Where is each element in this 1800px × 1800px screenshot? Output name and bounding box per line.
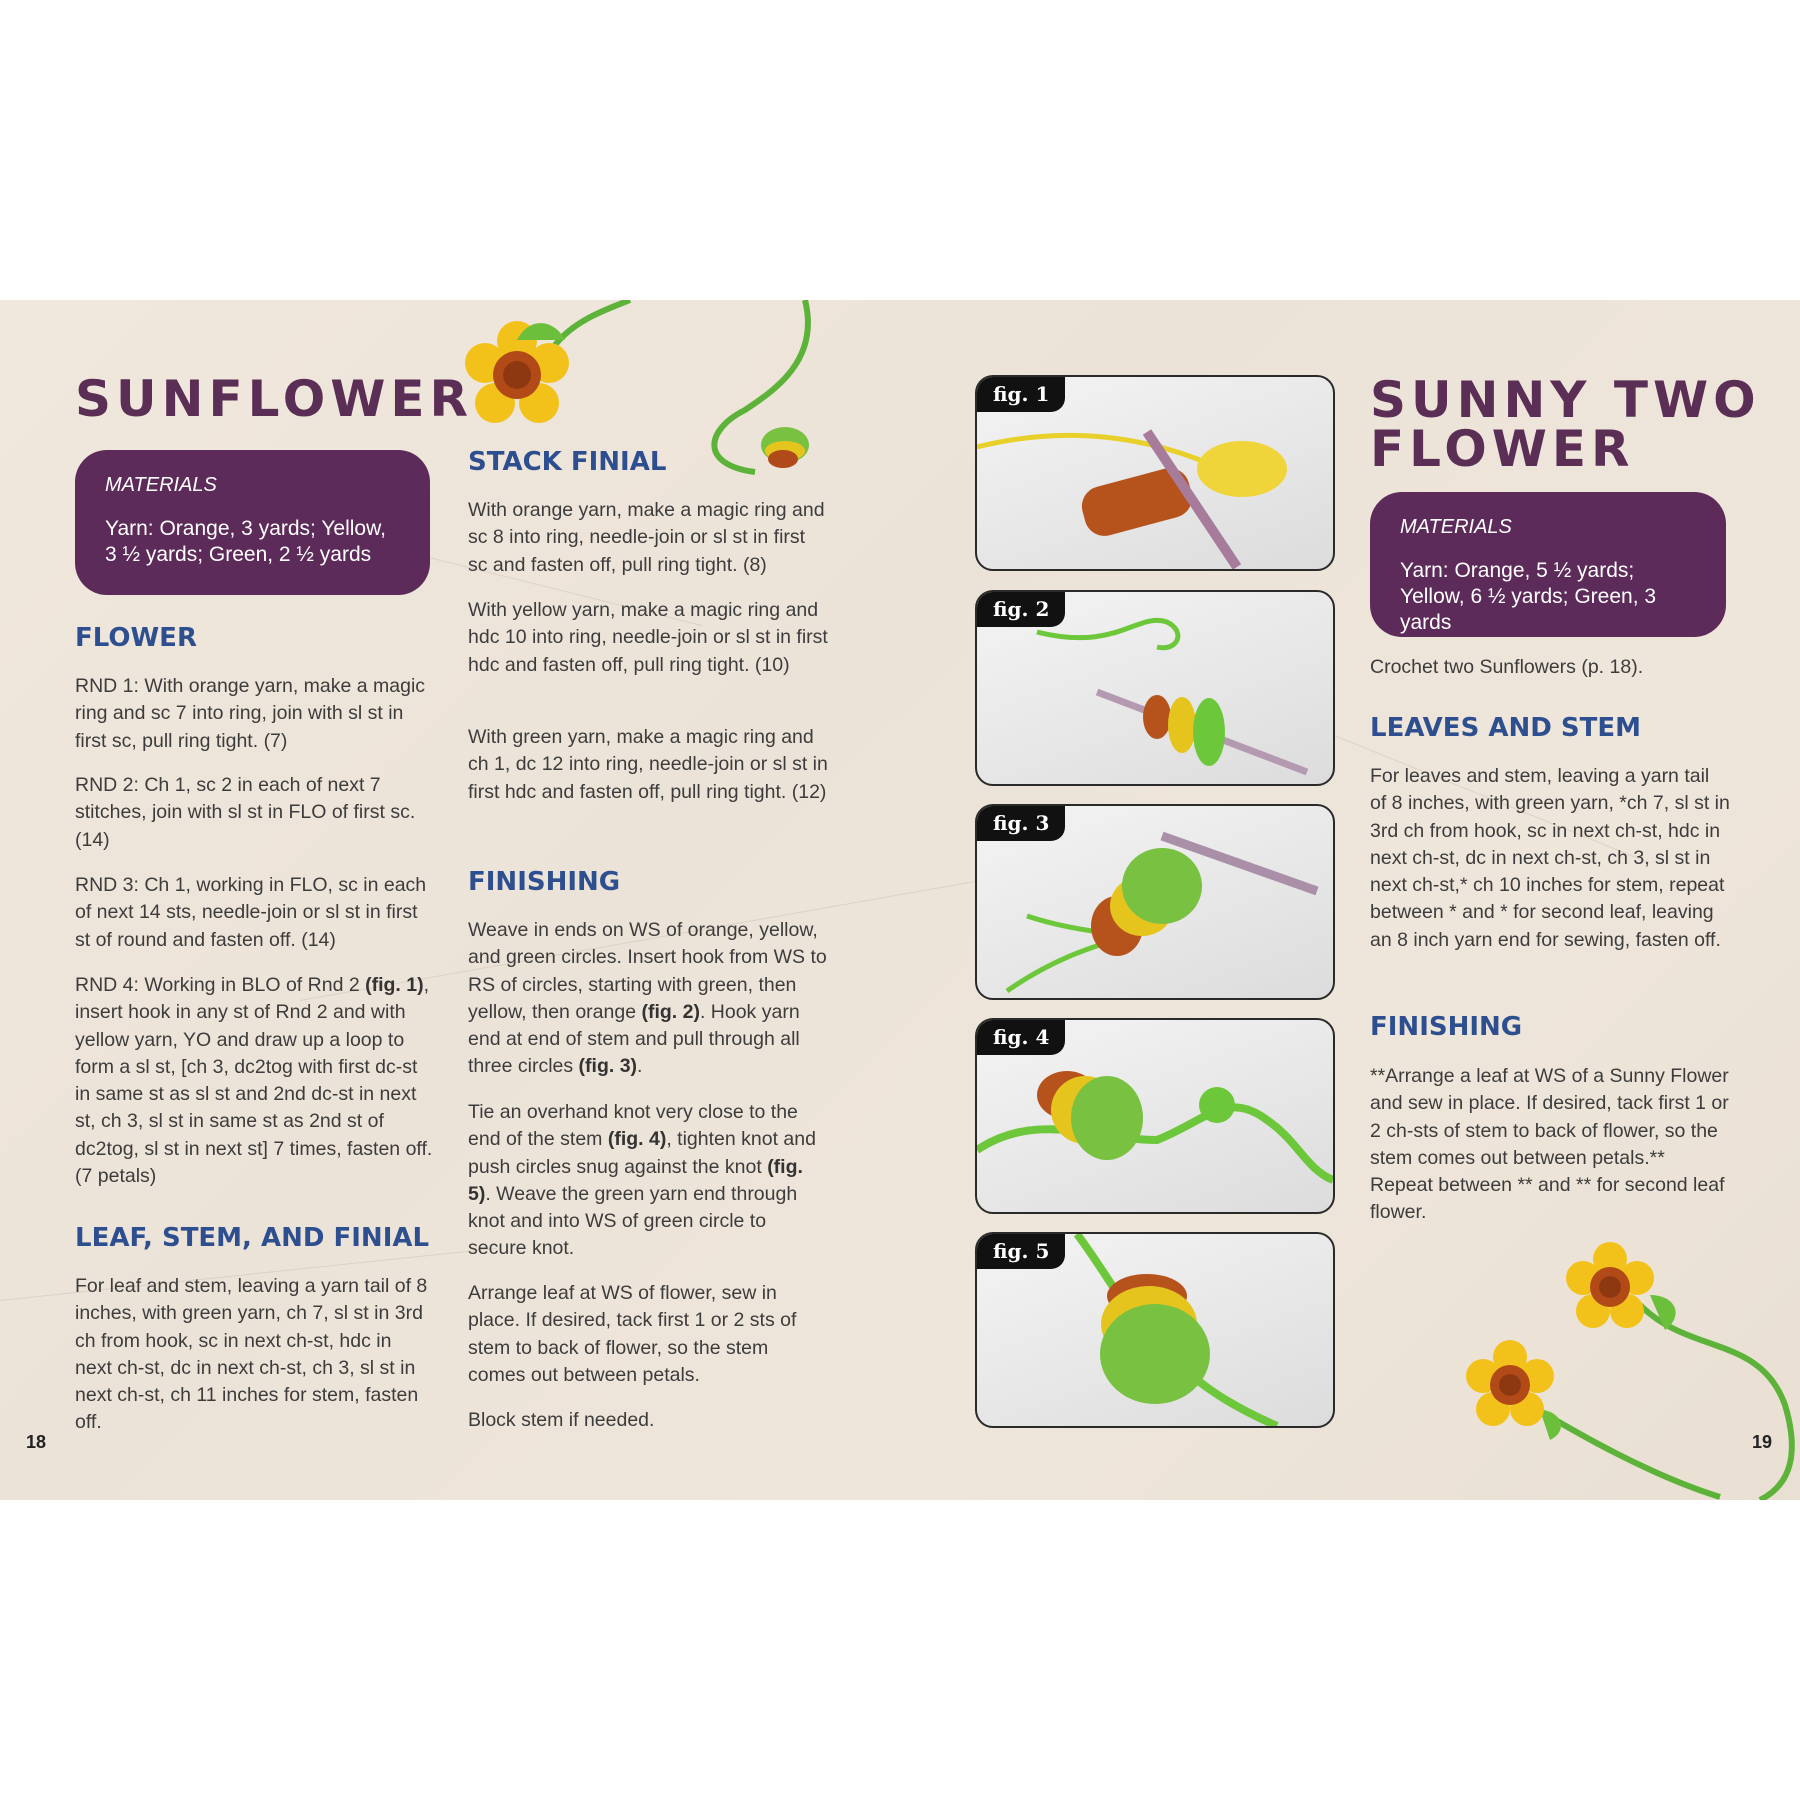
figure-5 (975, 1232, 1335, 1428)
finishing-text-part: . Weave the green yarn end through knot and into WS of green circle to secure knot. (468, 1182, 798, 1260)
rnd4-text-part: , insert hook in any st of Rnd 2 and with yellow yarn, YO and draw up a loop to form a sl st, [ch 3, dc2tog with first dc-st in same st as sl st and 2nd dc-st in next st, ch 3, sl st in same st as 2nd st of dc2tog, sl st in next st] 7 times, fasten off. (7 petals) (75, 974, 433, 1188)
stack-finial-p1: With orange yarn, make a magic ring and sc 8 into ring, needle-join or sl st in first sc and fasten off, pull ring tight. (8) (468, 499, 825, 576)
materials-label: MATERIALS (1400, 516, 1512, 538)
leaf-icon (1540, 1410, 1561, 1440)
materials-box-sunny-two (1370, 492, 1726, 637)
finishing-p2 (468, 1099, 828, 1263)
stack-finial-p3: With green yarn, make a magic ring and ch 1, dc 12 into ring, needle-join or sl st in first hdc and fasten off, pull ring tight. (12) (468, 726, 828, 803)
finishing-text-part: Tie an overhand knot very close to the end of the stem (468, 1101, 798, 1151)
figure-label: fig. 1 (977, 377, 1065, 412)
figure-label: fig. 3 (977, 806, 1065, 841)
fig-reference: (fig. 2) (641, 1000, 700, 1023)
finishing-text-part: . (637, 1055, 643, 1078)
materials-text: Yarn: Orange, 5 ½ yards; Yellow, 6 ½ yards; Green, 3 yards (1400, 559, 1657, 634)
fig-reference: (fig. 5) (468, 1155, 803, 1205)
page-number-left: 18 (26, 1432, 47, 1452)
page-number-right: 19 (1752, 1432, 1773, 1452)
heading-leaves-and-stem: LEAVES AND STEM (1370, 713, 1641, 743)
page-title-sunny-two-line1: SUNNY TWO (1370, 371, 1761, 429)
page-title-sunny-two-line2: FLOWER (1370, 420, 1635, 478)
materials-text: Yarn: Orange, 3 yards; Yellow, 3 ½ yards; Green, 2 ½ yards (105, 517, 386, 566)
figure-1 (975, 375, 1335, 571)
figure-label: fig. 4 (977, 1020, 1065, 1055)
stem-icon (1640, 1305, 1792, 1500)
finishing-text-part: . Hook yarn end at end of stem and pull through all three circles (468, 1000, 800, 1078)
figure-3 (975, 804, 1335, 1000)
rnd3-text: RND 3: Ch 1, working in FLO, sc in each of next 14 sts, needle-join or sl st in first st of round and fasten off. (14) (75, 874, 427, 951)
finishing-p1 (468, 917, 828, 1081)
heading-stack-finial: STACK FINIAL (468, 447, 667, 477)
rnd1-text: RND 1: With orange yarn, make a magic ring and sc 7 into ring, join with sl st in first sc, pull ring tight. (7) (75, 675, 426, 752)
sunflower-icon (1566, 1242, 1654, 1328)
heading-finishing-left: FINISHING (468, 867, 621, 897)
finishing-text-part: Weave in ends on WS of orange, yellow, and green circles. Insert hook from WS to RS of circles, starting with green, then yellow, then orange (468, 919, 827, 1023)
heading-flower: FLOWER (75, 623, 197, 653)
stack-finial-icon (761, 427, 809, 468)
finishing-p3: Arrange leaf at WS of flower, sew in place. If desired, tack first 1 or 2 sts of stem to back of flower, so the stem comes out between petals. (468, 1282, 797, 1386)
materials-box-sunflower (75, 450, 430, 595)
finishing-p4: Block stem if needed. (468, 1409, 655, 1431)
rnd4-text (75, 972, 435, 1190)
figure-label: fig. 2 (977, 592, 1065, 627)
figure-label: fig. 5 (977, 1234, 1065, 1269)
finishing-text-part: , tighten knot and push circles snug against the knot (468, 1128, 816, 1178)
fig-reference: (fig. 3) (578, 1055, 638, 1078)
figure-4 (975, 1018, 1335, 1214)
intro-text: Crochet two Sunflowers (p. 18). (1370, 656, 1644, 678)
stem-icon (555, 300, 630, 345)
heading-finishing-right: FINISHING (1370, 1012, 1523, 1042)
fig-reference: (fig. 1) (365, 974, 424, 996)
sunflower-icon (1466, 1340, 1554, 1426)
page-title-sunflower: SUNFLOWER (75, 370, 474, 428)
finishing-right-text: **Arrange a leaf at WS of a Sunny Flower and sew in place. If desired, tack first 1 or 2 ch-sts of stem to back of flower, so the stem comes out between petals.** Repeat between ** and ** for second leaf flower. (1370, 1065, 1729, 1224)
stack-finial-p2: With yellow yarn, make a magic ring and hdc 10 into ring, needle-join or sl st in first hdc and fasten off, pull ring tight. (10) (468, 599, 828, 676)
materials-label: MATERIALS (105, 474, 217, 496)
two-sunflowers-illustration (1460, 1235, 1800, 1500)
rnd2-text: RND 2: Ch 1, sc 2 in each of next 7 stitches, join with sl st in FLO of first sc. (14) (75, 774, 416, 851)
leaves-text: For leaves and stem, leaving a yarn tail of 8 inches, with green yarn, *ch 7, sl st in 3rd ch from hook, sc in next ch-st, hdc in next ch-st, dc in next ch-st, ch 3, sl st in next ch-st,* ch 10 inches for stem, repeat between * and * for second leaf, leaving an 8 inch yarn end for sewing, fasten off. (1370, 765, 1730, 951)
fig-reference: (fig. 4) (607, 1128, 667, 1151)
heading-leaf-stem-finial: LEAF, STEM, AND FINIAL (75, 1223, 430, 1253)
rnd4-text-part: RND 4: Working in BLO of Rnd 2 (75, 974, 366, 996)
sunflower-illustration (455, 300, 835, 490)
figure-2 (975, 590, 1335, 786)
leaf-text: For leaf and stem, leaving a yarn tail of 8 inches, with green yarn, ch 7, sl st in 3rd ch from hook, sc in next ch-st, hdc in next ch-st, dc in next ch-st, ch 3, sl st in next ch-st, ch 11 inches for stem, fasten off. (75, 1275, 428, 1434)
